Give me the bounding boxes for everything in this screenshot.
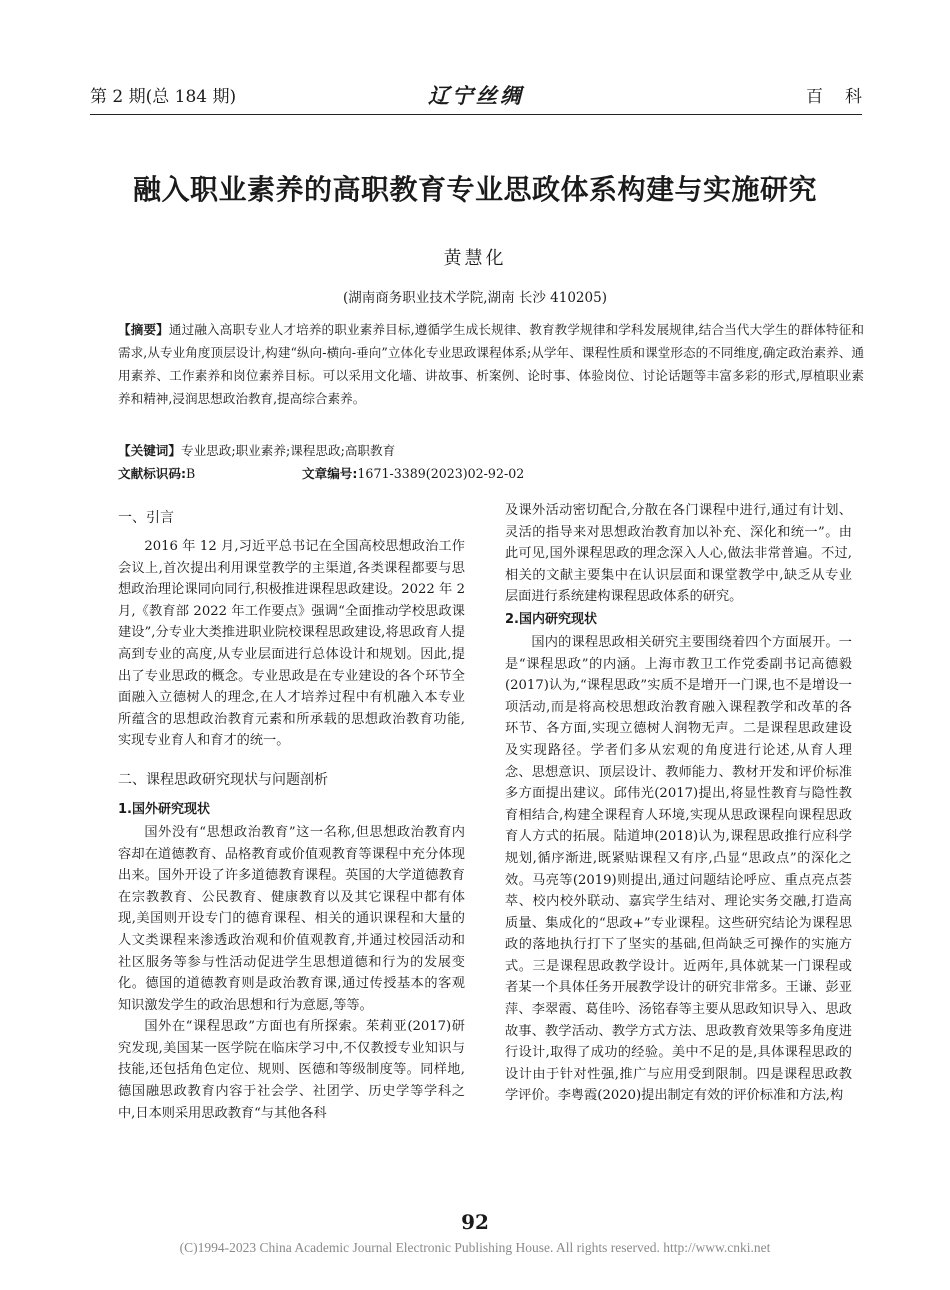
page-number: 92	[461, 1210, 489, 1234]
paragraph: 国外没有“思想政治教育”这一名称,但思想政治教育内容却在道德教育、品格教育或价值观教育等课程中充分体现出来。国外开设了许多道德教育课程。英国的大学道德教育在宗教教育、公民教育、健康教育以及其它课程中都有体现,美国则开设专门的德育课程、相关的通识课程和大量的人文类课程来渗透政治观和价值观教育,并通过校园活动和社区服务等参与性活动促进学生思想道德和行为的发展变化。德国的道德教育则是政治教育课,通过传授基本的客观知识激发学生的政治思想和行为意愿,等等。	[118, 824, 465, 1013]
article-number	[302, 463, 524, 482]
article-number-value: 1671-3389(2023)02-92-02	[357, 466, 525, 481]
abstract	[118, 318, 864, 410]
abstract-label: 【摘要】	[118, 322, 169, 337]
keywords-label: 【关键词】	[118, 443, 181, 458]
paragraph: 国内的课程思政相关研究主要围绕着四个方面展开。一是“课程思政”的内涵。上海市教卫工作党委副书记高德毅(2017)认为,“课程思政”实质不是增开一门课,也不是增设一项活动,而是将高校思想政治教育融入课程教学和改革的各环节、各方面,实现立德树人润物无声。二是课程思政建设及实现路径。学者们多从宏观的角度进行论述,从育人理念、思想意识、顶层设计、教师能力、教材开发和评价标准多方面提出建议。邱伟光(2017)提出,将显性教育与隐性教育相结合,构建全课程育人环境,实现从思政课程向课程思政育人方式的拓展。陆道坤(2018)认为,课程思政推行应科学规划,循序渐进,既紧贴课程又有序,凸显“思政点”的深化之效。马亮等(2019)则提出,通过问题结论呼应、重点亮点荟萃、校内校外联动、嘉宾学生结对、理论实务交融,打造高质量、集成化的“思政+”专业课程。这些研究结论为课程思政的落地执行打下了坚实的基础,但尚缺乏可操作的实施方式。三是课程思政教学设计。近两年,具体就某一门课程或者某一个具体任务开展教学设计的研究非常多。王谦、彭亚萍、李翠霞、葛佳吟、汤铭春等主要从思政知识导入、思政故事、教学活动、教学方式方法、思政教育效果等多角度进行设计,取得了成功的经验。美中不足的是,具体课程思政的设计由于针对性强,推广与应用受到限制。四是课程思政教学评价。李粤霞(2020)提出制定有效的评价标准和方法,构	[505, 634, 852, 1104]
subsection-heading-domestic: 2.国内研究现状	[505, 611, 597, 627]
paragraph: 国外在“课程思政”方面也有所探索。茱莉亚(2017)研究发现,美国某一医学院在临床学习中,不仅教授专业知识与技能,还包括角色定位、规则、医德和等级制度等。同样地,德国融思政教育内容于社会学、社团学、历史学等学科之中,日本则采用思政教育“与其他各科	[118, 1019, 465, 1121]
paragraph: 2016 年 12 月,习近平总书记在全国高校思想政治工作会议上,首次提出利用课堂教学的主渠道,各类课程都要与思想政治理论课同向同行,积极推进课程思政建设。2022 年 2 月,《教育部 2022 年工作要点》强调“全面推动学校思政课建设”,分专业大类推进职业院校课程思政建设,将思政育人提高到专业的高度,从专业层面进行总体设计和规划。因此,提出了专业思政的概念。专业思政是在专业建设的各个环节全面融入立德树人的理念,在人才培养过程中有机融入本专业所蕴含的思想政治教育元素和所承载的思想政治教育功能,实现专业育人和育才的统一。	[118, 539, 465, 749]
author-affiliation: (湖南商务职业技术学院,湖南 长沙 410205)	[343, 290, 607, 306]
article-title: 融入职业素养的高职教育专业思政体系构建与实施研究	[132, 173, 817, 206]
right-column	[505, 500, 852, 1107]
doc-code-value: B	[186, 466, 196, 481]
author-name: 黄慧化	[443, 248, 507, 269]
section-heading-intro: 一、引言	[118, 510, 174, 526]
doc-code	[118, 466, 195, 481]
issue-label: 第 2 期(总 184 期)	[90, 87, 237, 107]
journal-name: 辽宁丝绸	[428, 83, 524, 108]
section-label: 百科	[806, 87, 884, 107]
keywords-text: 专业思政;职业素养;课程思政;高职教育	[180, 443, 396, 458]
copyright-footer: (C)1994-2023 China Academic Journal Electronic Publishing House. All rights reserved. http://www.cnki.net	[179, 1240, 771, 1255]
keywords	[118, 440, 395, 459]
section-heading-status: 二、课程思政研究现状与问题剖析	[118, 771, 328, 788]
doc-code-label: 文献标识码:	[118, 466, 187, 481]
header-rule	[90, 114, 862, 115]
article-meta	[118, 463, 864, 482]
article-number-label: 文章编号:	[302, 466, 358, 481]
paragraph: 及课外活动密切配合,分散在各门课程中进行,通过有计划、灵活的指导来对思想政治教育加以补充、深化和统一”。由此可见,国外课程思政的理念深入人心,做法非常普遍。不过,相关的文献主要集中在认识层面和课堂教学中,缺乏从专业层面进行系统建构课程思政体系的研究。	[505, 503, 852, 605]
abstract-text: 通过融入高职专业人才培养的职业素养目标,遵循学生成长规律、教育教学规律和学科发展规律,结合当代大学生的群体特征和需求,从专业角度顶层设计,构建“纵向-横向-垂向”立体化专业思政课程体系;从学年、课程性质和课堂形态的不同维度,确定政治素养、通用素养、工作素养和岗位素养目标。可以采用文化墙、讲故事、析案例、论时事、体验岗位、讨论话题等丰富多彩的形式,厚植职业素养和精神,浸润思想政治教育,提高综合素养。	[118, 322, 864, 406]
left-column	[118, 500, 465, 1124]
subsection-heading-foreign: 1.国外研究现状	[118, 801, 210, 817]
running-header	[90, 80, 884, 112]
